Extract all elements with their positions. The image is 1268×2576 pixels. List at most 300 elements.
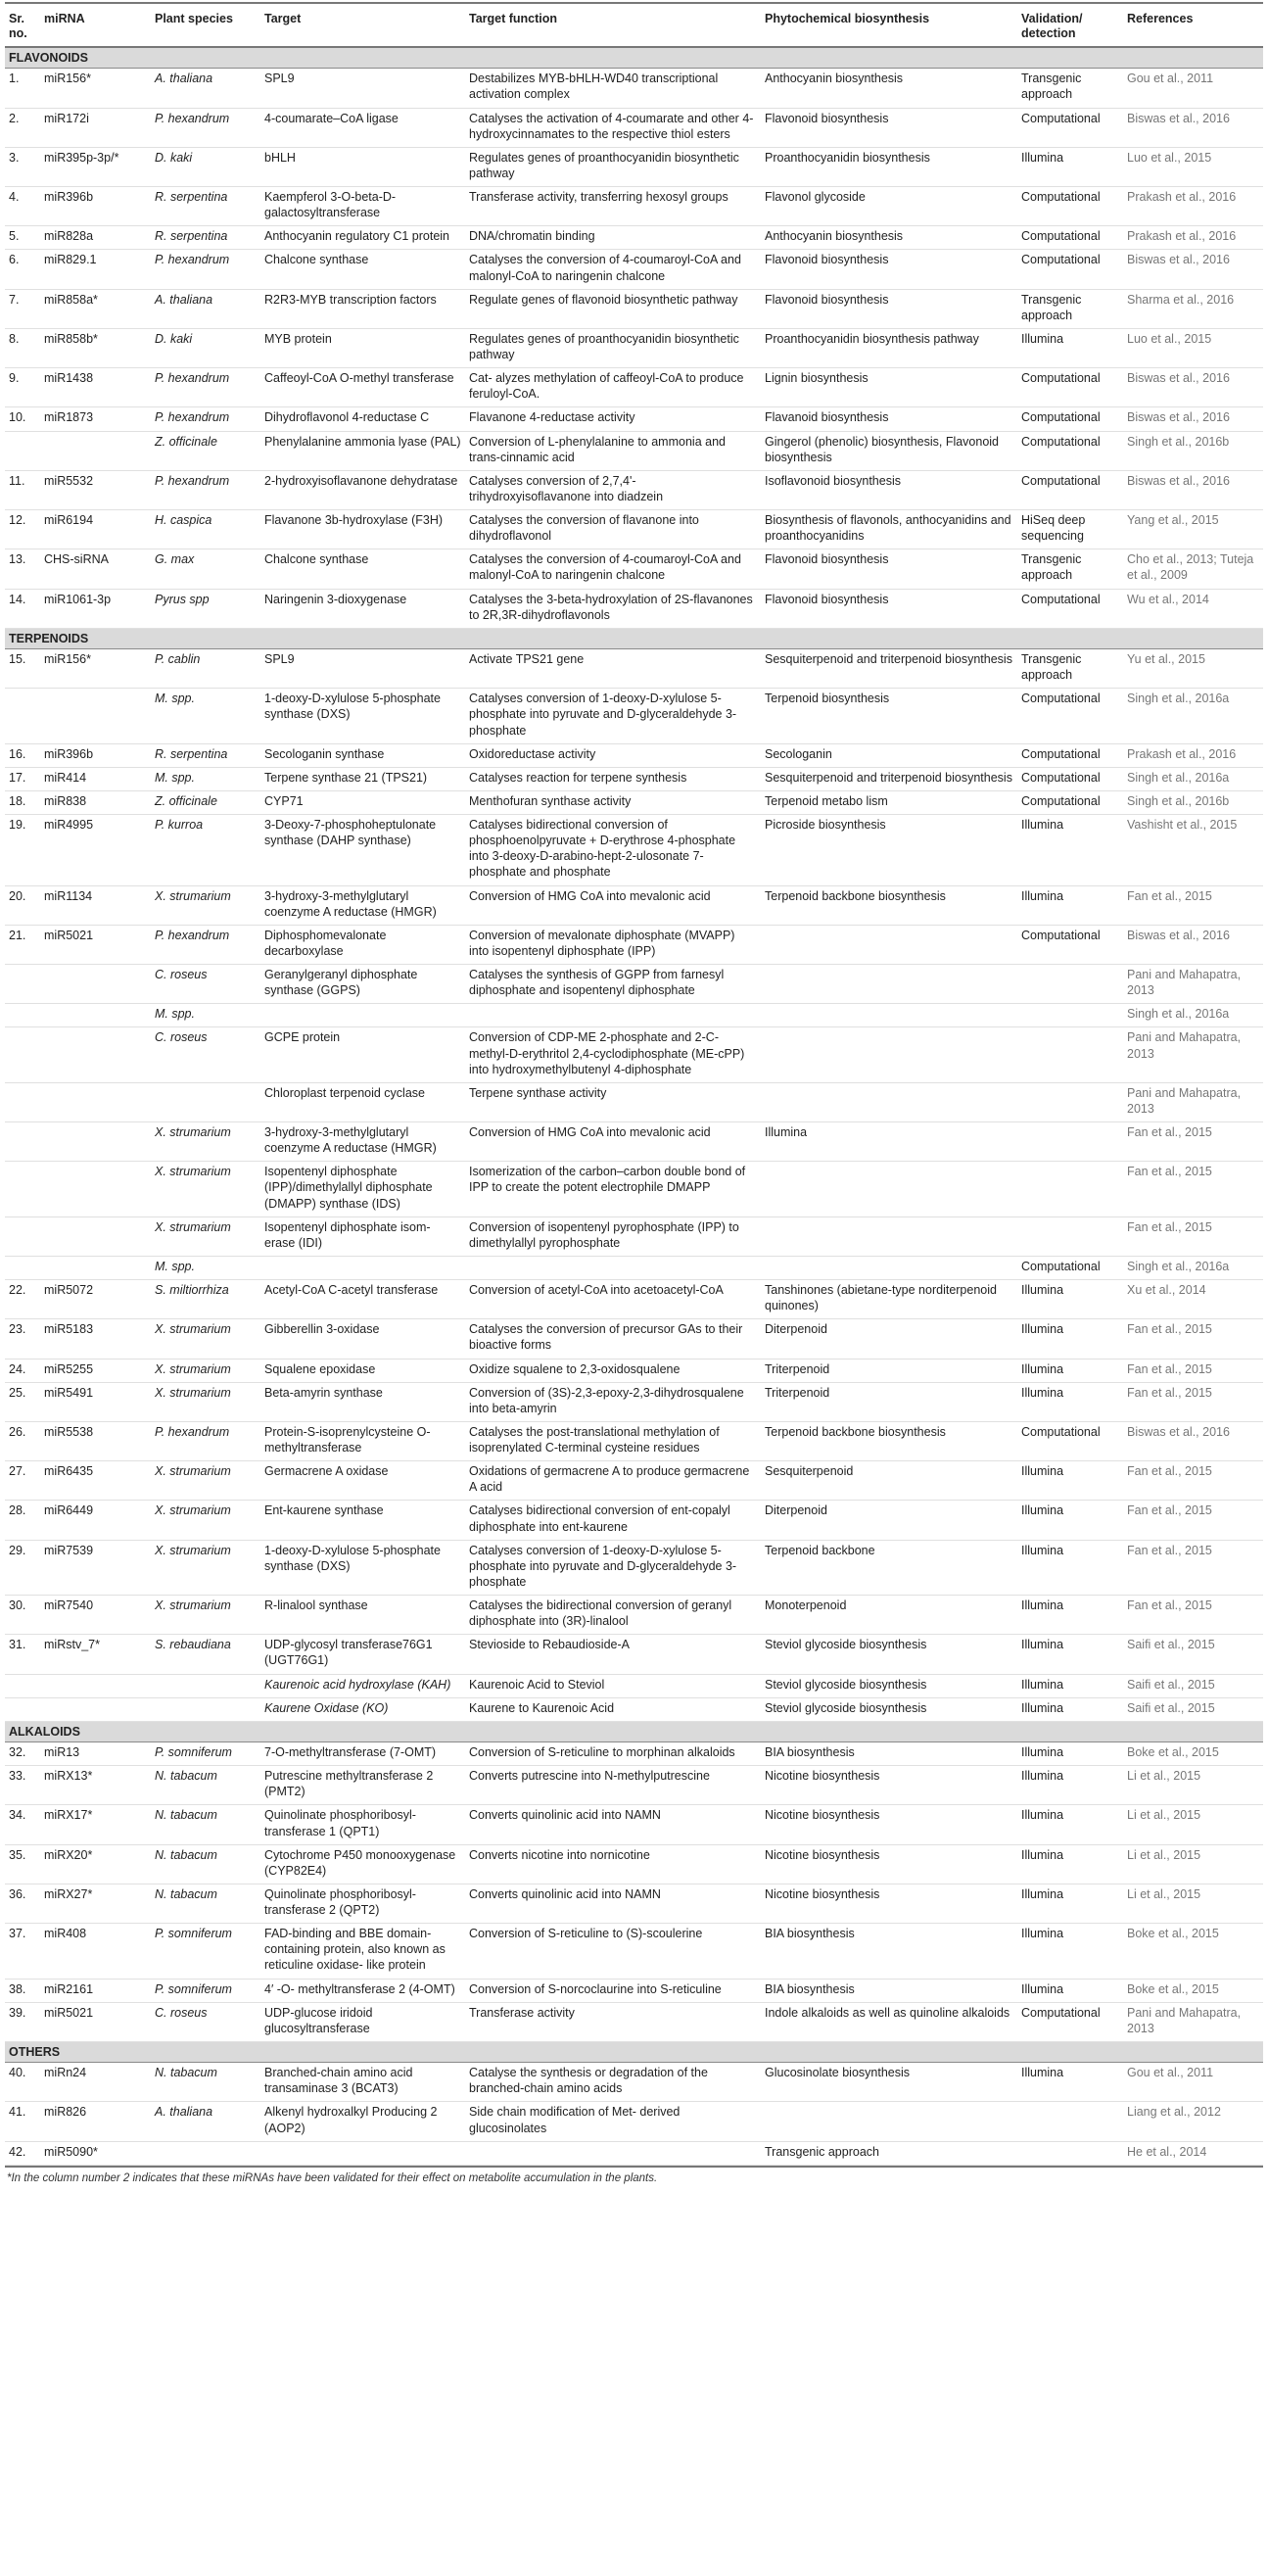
table-row [5, 1742, 1263, 1766]
cell-mirna: miR7539 [40, 1540, 151, 1595]
table-row [5, 368, 1263, 407]
cell-mirna: miR5183 [40, 1319, 151, 1359]
cell-sr-no: 42. [5, 2141, 40, 2165]
cell-mirna: miR5538 [40, 1421, 151, 1460]
cell-phytochemical-biosynthesis: Terpenoid biosynthesis [761, 689, 1017, 743]
cell-references: Li et al., 2015 [1123, 1805, 1263, 1844]
cell-sr-no: 29. [5, 1540, 40, 1595]
cell-target: Flavanone 3b-hydroxylase (F3H) [260, 510, 465, 549]
cell-validation: Illumina [1017, 815, 1123, 886]
cell-phytochemical-biosynthesis: BIA biosynthesis [761, 1742, 1017, 1766]
cell-target: 7-O-methyltransferase (7-OMT) [260, 1742, 465, 1766]
cell-validation: Illumina [1017, 1382, 1123, 1421]
cell-target: Cytochrome P450 monooxygenase (CYP82E4) [260, 1844, 465, 1884]
cell-phytochemical-biosynthesis: BIA biosynthesis [761, 1979, 1017, 2002]
cell-target-function: Regulates genes of proanthocyanidin biosynthetic pathway [465, 147, 761, 186]
mirna-table [5, 2, 1263, 2166]
cell-references: Fan et al., 2015 [1123, 1122, 1263, 1162]
cell-phytochemical-biosynthesis: Flavonoid biosynthesis [761, 289, 1017, 328]
cell-mirna [40, 1004, 151, 1027]
cell-target: MYB protein [260, 328, 465, 367]
cell-mirna: miRX17* [40, 1805, 151, 1844]
cell-target-function: Cat- alyzes methylation of caffeoyl-CoA to produce feruloyl-CoA. [465, 368, 761, 407]
cell-references: He et al., 2014 [1123, 2141, 1263, 2165]
cell-mirna: miR6435 [40, 1461, 151, 1501]
cell-target: Dihydroflavonol 4-reductase C [260, 407, 465, 431]
cell-phytochemical-biosynthesis: Steviol glycoside biosynthesis [761, 1635, 1017, 1674]
cell-target-function: Catalyses the conversion of precursor GAs to their bioactive forms [465, 1319, 761, 1359]
cell-references: Pani and Mahapatra, 2013 [1123, 1082, 1263, 1121]
table-row [5, 743, 1263, 767]
cell-target: Protein-S-isoprenylcysteine O-methyltransferase [260, 1421, 465, 1460]
cell-mirna: miR5021 [40, 925, 151, 964]
cell-target: Chloroplast terpenoid cyclase [260, 1082, 465, 1121]
table-row [5, 649, 1263, 689]
cell-target-function: Transferase activity, transferring hexosyl groups [465, 187, 761, 226]
cell-plant-species: P. hexandrum [151, 368, 260, 407]
cell-plant-species: P. hexandrum [151, 1421, 260, 1460]
cell-sr-no: 2. [5, 108, 40, 147]
cell-phytochemical-biosynthesis: Isoflavonoid biosynthesis [761, 470, 1017, 509]
cell-target-function: Catalyses the conversion of 4-coumaroyl-CoA and malonyl-CoA to naringenin chalcone [465, 250, 761, 289]
cell-references: Gou et al., 2011 [1123, 69, 1263, 108]
cell-target-function: Conversion of HMG CoA into mevalonic acid [465, 885, 761, 925]
section-title: TERPENOIDS [5, 628, 1263, 648]
cell-plant-species: A. thaliana [151, 2102, 260, 2141]
cell-phytochemical-biosynthesis: Indole alkaloids as well as quinoline alkaloids [761, 2002, 1017, 2041]
cell-mirna: miR172i [40, 108, 151, 147]
cell-references: Yu et al., 2015 [1123, 649, 1263, 689]
cell-references: Li et al., 2015 [1123, 1844, 1263, 1884]
table-row [5, 2141, 1263, 2165]
cell-references: Fan et al., 2015 [1123, 885, 1263, 925]
cell-target-function: Catalyses the post-translational methylation of isoprenylated C-terminal cysteine residues [465, 1421, 761, 1460]
cell-target-function: Conversion of HMG CoA into mevalonic acid [465, 1122, 761, 1162]
table-row [5, 187, 1263, 226]
cell-references: Fan et al., 2015 [1123, 1540, 1263, 1595]
header-references: References [1123, 3, 1263, 47]
cell-target: Ent-kaurene synthase [260, 1501, 465, 1540]
cell-plant-species: M. spp. [151, 767, 260, 790]
cell-validation: Illumina [1017, 328, 1123, 367]
cell-target: FAD-binding and BBE domain-containing protein, also known as reticuline oxidase- like protein [260, 1924, 465, 1979]
cell-validation [1017, 1216, 1123, 1256]
cell-plant-species: A. thaliana [151, 289, 260, 328]
cell-phytochemical-biosynthesis: Proanthocyanidin biosynthesis [761, 147, 1017, 186]
cell-phytochemical-biosynthesis [761, 1027, 1017, 1082]
cell-phytochemical-biosynthesis: Proanthocyanidin biosynthesis pathway [761, 328, 1017, 367]
cell-validation: Computational [1017, 1256, 1123, 1279]
table-row [5, 407, 1263, 431]
cell-sr-no: 39. [5, 2002, 40, 2041]
cell-sr-no: 36. [5, 1884, 40, 1923]
table-row [5, 289, 1263, 328]
cell-sr-no: 21. [5, 925, 40, 964]
cell-references: Li et al., 2015 [1123, 1884, 1263, 1923]
cell-sr-no [5, 1004, 40, 1027]
cell-target-function: Conversion of S-reticuline to morphinan alkaloids [465, 1742, 761, 1766]
table-row [5, 1766, 1263, 1805]
cell-phytochemical-biosynthesis [761, 925, 1017, 964]
cell-references: Saifi et al., 2015 [1123, 1697, 1263, 1721]
cell-target-function: Terpene synthase activity [465, 1082, 761, 1121]
cell-validation: Illumina [1017, 1359, 1123, 1382]
cell-phytochemical-biosynthesis: BIA biosynthesis [761, 1924, 1017, 1979]
cell-target: R-linalool synthase [260, 1596, 465, 1635]
section-header-row [5, 47, 1263, 69]
cell-mirna: miR5021 [40, 2002, 151, 2041]
cell-mirna: miRstv_7* [40, 1635, 151, 1674]
cell-phytochemical-biosynthesis: Nicotine biosynthesis [761, 1844, 1017, 1884]
cell-plant-species: A. thaliana [151, 69, 260, 108]
header-target: Target [260, 3, 465, 47]
cell-references: Biswas et al., 2016 [1123, 925, 1263, 964]
cell-references: Fan et al., 2015 [1123, 1596, 1263, 1635]
cell-target: Chalcone synthase [260, 250, 465, 289]
cell-target-function: Catalyses conversion of 1-deoxy-D-xylulose 5-phosphate into pyruvate and D-glyceraldehyde 3-phosphate [465, 689, 761, 743]
cell-target-function: Stevioside to Rebaudioside-A [465, 1635, 761, 1674]
cell-target-function: Kaurenoic Acid to Steviol [465, 1674, 761, 1697]
table-row [5, 431, 1263, 470]
table-row [5, 1697, 1263, 1721]
table-row [5, 1421, 1263, 1460]
cell-target: GCPE protein [260, 1027, 465, 1082]
cell-references: Boke et al., 2015 [1123, 1979, 1263, 2002]
cell-target [260, 1256, 465, 1279]
cell-target: Terpene synthase 21 (TPS21) [260, 767, 465, 790]
cell-plant-species: C. roseus [151, 965, 260, 1004]
cell-sr-no: 31. [5, 1635, 40, 1674]
cell-validation: Illumina [1017, 1501, 1123, 1540]
cell-validation: Computational [1017, 689, 1123, 743]
cell-plant-species: M. spp. [151, 689, 260, 743]
cell-sr-no: 13. [5, 549, 40, 589]
cell-references: Prakash et al., 2016 [1123, 187, 1263, 226]
cell-sr-no: 34. [5, 1805, 40, 1844]
cell-validation: Computational [1017, 108, 1123, 147]
cell-target: Beta-amyrin synthase [260, 1382, 465, 1421]
cell-phytochemical-biosynthesis [761, 1216, 1017, 1256]
cell-mirna: miR414 [40, 767, 151, 790]
cell-plant-species: X. strumarium [151, 1382, 260, 1421]
header-phytochemical-biosynthesis: Phytochemical biosynthesis [761, 3, 1017, 47]
cell-phytochemical-biosynthesis [761, 1082, 1017, 1121]
header-mirna: miRNA [40, 3, 151, 47]
cell-references: Sharma et al., 2016 [1123, 289, 1263, 328]
cell-sr-no: 26. [5, 1421, 40, 1460]
cell-sr-no: 35. [5, 1844, 40, 1884]
cell-plant-species: N. tabacum [151, 2063, 260, 2102]
cell-validation: Illumina [1017, 1596, 1123, 1635]
cell-validation [1017, 965, 1123, 1004]
cell-validation: Illumina [1017, 1884, 1123, 1923]
cell-mirna: miR156* [40, 649, 151, 689]
cell-validation: Computational [1017, 407, 1123, 431]
cell-references: Wu et al., 2014 [1123, 589, 1263, 628]
table-row [5, 147, 1263, 186]
cell-plant-species: S. miltiorrhiza [151, 1280, 260, 1319]
cell-target-function: Converts nicotine into nornicotine [465, 1844, 761, 1884]
cell-mirna: miRX13* [40, 1766, 151, 1805]
cell-target-function [465, 2141, 761, 2165]
cell-target-function: Catalyses conversion of 1-deoxy-D-xylulose 5-phosphate into pyruvate and D-glyceraldehyde 3-phosphate [465, 1540, 761, 1595]
cell-plant-species: D. kaki [151, 147, 260, 186]
cell-target-function [465, 1004, 761, 1027]
cell-target: Naringenin 3-dioxygenase [260, 589, 465, 628]
table-row [5, 1501, 1263, 1540]
cell-mirna: miR5072 [40, 1280, 151, 1319]
cell-references: Cho et al., 2013; Tuteja et al., 2009 [1123, 549, 1263, 589]
cell-target: Diphosphomevalonate decarboxylase [260, 925, 465, 964]
cell-validation [1017, 1027, 1123, 1082]
cell-plant-species: P. hexandrum [151, 108, 260, 147]
cell-phytochemical-biosynthesis: Diterpenoid [761, 1501, 1017, 1540]
cell-validation: Illumina [1017, 1674, 1123, 1697]
cell-plant-species: N. tabacum [151, 1844, 260, 1884]
table-row [5, 1884, 1263, 1923]
cell-validation: Computational [1017, 226, 1123, 250]
cell-target: Putrescine methyltransferase 2 (PMT2) [260, 1766, 465, 1805]
cell-target: Squalene epoxidase [260, 1359, 465, 1382]
table-row [5, 689, 1263, 743]
cell-target: 3-hydroxy-3-methylglutaryl coenzyme A reductase (HMGR) [260, 885, 465, 925]
cell-target-function: Conversion of CDP-ME 2-phosphate and 2-C-methyl-D-erythritol 2,4-cyclodiphosphate (ME-cPP) into hydroxymethylbutenyl 4-diphosphate [465, 1027, 761, 1082]
cell-validation: Illumina [1017, 2063, 1123, 2102]
table-row [5, 1122, 1263, 1162]
header-target-function: Target function [465, 3, 761, 47]
cell-plant-species: M. spp. [151, 1004, 260, 1027]
cell-mirna [40, 1216, 151, 1256]
cell-references: Boke et al., 2015 [1123, 1742, 1263, 1766]
cell-validation: Transgenic approach [1017, 649, 1123, 689]
cell-references: Fan et al., 2015 [1123, 1359, 1263, 1382]
cell-validation [1017, 1004, 1123, 1027]
cell-target-function: Conversion of isopentenyl pyrophosphate (IPP) to dimethylallyl pyrophosphate [465, 1216, 761, 1256]
cell-sr-no: 11. [5, 470, 40, 509]
cell-validation: Computational [1017, 767, 1123, 790]
cell-validation: Illumina [1017, 1805, 1123, 1844]
cell-target-function: Conversion of L-phenylalanine to ammonia and trans-cinnamic acid [465, 431, 761, 470]
table-row [5, 226, 1263, 250]
cell-plant-species: D. kaki [151, 328, 260, 367]
cell-target: SPL9 [260, 69, 465, 108]
table-row [5, 549, 1263, 589]
cell-target: Kaurene Oxidase (KO) [260, 1697, 465, 1721]
header-row [5, 3, 1263, 47]
table-row [5, 1635, 1263, 1674]
cell-references: Singh et al., 2016a [1123, 767, 1263, 790]
cell-phytochemical-biosynthesis [761, 1162, 1017, 1216]
cell-references: Prakash et al., 2016 [1123, 226, 1263, 250]
cell-references: Li et al., 2015 [1123, 1766, 1263, 1805]
cell-target: 3-hydroxy-3-methylglutaryl coenzyme A reductase (HMGR) [260, 1122, 465, 1162]
cell-validation: Illumina [1017, 1742, 1123, 1766]
cell-references: Fan et al., 2015 [1123, 1382, 1263, 1421]
cell-references: Singh et al., 2016b [1123, 431, 1263, 470]
cell-sr-no: 8. [5, 328, 40, 367]
cell-mirna: miRX20* [40, 1844, 151, 1884]
cell-mirna: miR858a* [40, 289, 151, 328]
cell-mirna: miR156* [40, 69, 151, 108]
table-row [5, 1082, 1263, 1121]
cell-mirna: miR408 [40, 1924, 151, 1979]
cell-phytochemical-biosynthesis: Sesquiterpenoid [761, 1461, 1017, 1501]
cell-references: Singh et al., 2016a [1123, 1256, 1263, 1279]
cell-mirna: miR5491 [40, 1382, 151, 1421]
cell-sr-no: 14. [5, 589, 40, 628]
cell-phytochemical-biosynthesis: Secologanin [761, 743, 1017, 767]
cell-validation: Computational [1017, 187, 1123, 226]
cell-validation: Transgenic approach [1017, 69, 1123, 108]
cell-mirna: miR826 [40, 2102, 151, 2141]
cell-target-function: Side chain modification of Met- derived glucosinolates [465, 2102, 761, 2141]
cell-target-function: Catalyses bidirectional conversion of phosphoenolpyruvate + D-erythrose 4-phosphate into 3-deoxy-D-arabino-hept-2-ulosonate 7-phosphate and phosphate [465, 815, 761, 886]
cell-references: Fan et al., 2015 [1123, 1216, 1263, 1256]
cell-references: Biswas et al., 2016 [1123, 1421, 1263, 1460]
cell-references: Biswas et al., 2016 [1123, 368, 1263, 407]
cell-mirna [40, 1674, 151, 1697]
cell-references: Yang et al., 2015 [1123, 510, 1263, 549]
cell-validation [1017, 1122, 1123, 1162]
cell-mirna: miR5532 [40, 470, 151, 509]
cell-plant-species: Z. officinale [151, 431, 260, 470]
cell-target-function: Activate TPS21 gene [465, 649, 761, 689]
cell-validation: Illumina [1017, 885, 1123, 925]
cell-references: Biswas et al., 2016 [1123, 108, 1263, 147]
cell-sr-no: 38. [5, 1979, 40, 2002]
cell-target: Branched-chain amino acid transaminase 3 (BCAT3) [260, 2063, 465, 2102]
cell-plant-species: X. strumarium [151, 1122, 260, 1162]
cell-target: 2-hydroxyisoflavanone dehydratase [260, 470, 465, 509]
table-row [5, 1540, 1263, 1595]
cell-mirna [40, 1256, 151, 1279]
cell-target: Anthocyanin regulatory C1 protein [260, 226, 465, 250]
cell-phytochemical-biosynthesis: Flavonoid biosynthesis [761, 549, 1017, 589]
table-row [5, 1382, 1263, 1421]
cell-sr-no: 1. [5, 69, 40, 108]
cell-sr-no: 20. [5, 885, 40, 925]
cell-validation: Transgenic approach [1017, 289, 1123, 328]
cell-sr-no: 3. [5, 147, 40, 186]
cell-plant-species: Z. officinale [151, 790, 260, 814]
cell-sr-no [5, 1122, 40, 1162]
cell-target-function: Converts quinolinic acid into NAMN [465, 1805, 761, 1844]
cell-mirna: miR13 [40, 1742, 151, 1766]
cell-target-function: Menthofuran synthase activity [465, 790, 761, 814]
cell-references: Fan et al., 2015 [1123, 1461, 1263, 1501]
cell-plant-species: X. strumarium [151, 1501, 260, 1540]
cell-mirna: CHS-siRNA [40, 549, 151, 589]
cell-target: 3-Deoxy-7-phosphoheptulonate synthase (DAHP synthase) [260, 815, 465, 886]
table-row [5, 1216, 1263, 1256]
cell-target: Alkenyl hydroxalkyl Producing 2 (AOP2) [260, 2102, 465, 2141]
cell-plant-species: C. roseus [151, 1027, 260, 1082]
cell-sr-no: 9. [5, 368, 40, 407]
cell-validation: Illumina [1017, 147, 1123, 186]
table-row [5, 767, 1263, 790]
table-container [5, 0, 1263, 2189]
header-sr-no: Sr. no. [5, 3, 40, 47]
cell-target-function: Oxidations of germacrene A to produce germacrene A acid [465, 1461, 761, 1501]
table-row [5, 1805, 1263, 1844]
cell-target: Acetyl-CoA C-acetyl transferase [260, 1280, 465, 1319]
cell-references: Xu et al., 2014 [1123, 1280, 1263, 1319]
cell-plant-species: X. strumarium [151, 1461, 260, 1501]
cell-target-function: Oxidoreductase activity [465, 743, 761, 767]
table-row [5, 108, 1263, 147]
cell-mirna: miR396b [40, 187, 151, 226]
cell-plant-species: N. tabacum [151, 1766, 260, 1805]
cell-target: 1-deoxy-D-xylulose 5-phosphate synthase (DXS) [260, 689, 465, 743]
cell-phytochemical-biosynthesis: Flavonoid biosynthesis [761, 108, 1017, 147]
cell-validation: Computational [1017, 743, 1123, 767]
cell-sr-no: 25. [5, 1382, 40, 1421]
cell-phytochemical-biosynthesis [761, 1004, 1017, 1027]
table-row [5, 885, 1263, 925]
cell-target: SPL9 [260, 649, 465, 689]
cell-validation: Illumina [1017, 1280, 1123, 1319]
cell-plant-species: P. kurroa [151, 815, 260, 886]
cell-references: Saifi et al., 2015 [1123, 1674, 1263, 1697]
cell-target: Secologanin synthase [260, 743, 465, 767]
cell-plant-species [151, 1082, 260, 1121]
table-row [5, 1979, 1263, 2002]
cell-validation: Transgenic approach [1017, 549, 1123, 589]
cell-phytochemical-biosynthesis: Flavonoid biosynthesis [761, 250, 1017, 289]
cell-phytochemical-biosynthesis [761, 2102, 1017, 2141]
cell-target-function: Catalyse the synthesis or degradation of the branched-chain amino acids [465, 2063, 761, 2102]
cell-target: Kaurenoic acid hydroxylase (KAH) [260, 1674, 465, 1697]
cell-target-function: Kaurene to Kaurenoic Acid [465, 1697, 761, 1721]
cell-references: Prakash et al., 2016 [1123, 743, 1263, 767]
cell-target-function: Destabilizes MYB-bHLH-WD40 transcriptional activation complex [465, 69, 761, 108]
cell-references: Biswas et al., 2016 [1123, 250, 1263, 289]
cell-references: Luo et al., 2015 [1123, 147, 1263, 186]
table-row [5, 1280, 1263, 1319]
cell-sr-no [5, 1674, 40, 1697]
cell-phytochemical-biosynthesis: Illumina [761, 1122, 1017, 1162]
cell-sr-no [5, 1162, 40, 1216]
cell-sr-no: 6. [5, 250, 40, 289]
cell-validation: Illumina [1017, 1924, 1123, 1979]
cell-target-function: Conversion of acetyl-CoA into acetoacetyl-CoA [465, 1280, 761, 1319]
cell-target-function: Catalyses the conversion of flavanone into dihydroflavonol [465, 510, 761, 549]
section-title: ALKALOIDS [5, 1721, 1263, 1741]
cell-phytochemical-biosynthesis: Triterpenoid [761, 1359, 1017, 1382]
cell-sr-no: 4. [5, 187, 40, 226]
cell-sr-no: 19. [5, 815, 40, 886]
cell-plant-species: S. rebaudiana [151, 1635, 260, 1674]
cell-sr-no: 24. [5, 1359, 40, 1382]
cell-plant-species: X. strumarium [151, 1216, 260, 1256]
cell-target: Isopentenyl diphosphate isom- erase (IDI) [260, 1216, 465, 1256]
cell-phytochemical-biosynthesis: Sesquiterpenoid and triterpenoid biosynthesis [761, 767, 1017, 790]
cell-plant-species: X. strumarium [151, 1162, 260, 1216]
table-row [5, 1162, 1263, 1216]
cell-sr-no [5, 965, 40, 1004]
cell-target-function: Catalyses conversion of 2,7,4'-trihydroxyisoflavanone into diadzein [465, 470, 761, 509]
cell-target-function: Catalyses the 3-beta-hydroxylation of 2S-flavanones to 2R,3R-dihydroflavonols [465, 589, 761, 628]
cell-mirna: miR395p-3p/* [40, 147, 151, 186]
cell-phytochemical-biosynthesis: Steviol glycoside biosynthesis [761, 1697, 1017, 1721]
table-row [5, 925, 1263, 964]
section-title: FLAVONOIDS [5, 47, 1263, 69]
table-row [5, 815, 1263, 886]
cell-plant-species: Pyrus spp [151, 589, 260, 628]
cell-target: UDP-glucose iridoid glucosyltransferase [260, 2002, 465, 2041]
cell-sr-no: 7. [5, 289, 40, 328]
cell-validation: Illumina [1017, 1319, 1123, 1359]
